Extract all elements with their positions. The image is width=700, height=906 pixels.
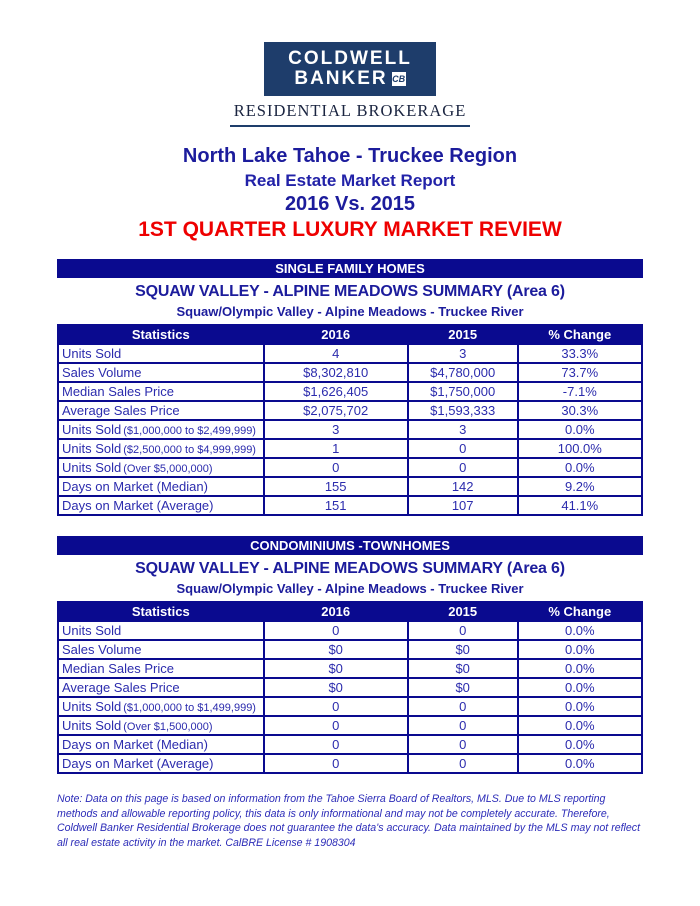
value-2015: $4,780,000 xyxy=(408,363,518,382)
row-label xyxy=(58,382,264,401)
row-label xyxy=(58,754,264,773)
value-pct-change: 9.2% xyxy=(518,477,642,496)
value-2015: 0 xyxy=(408,621,518,640)
stat-name: Units Sold xyxy=(62,699,122,714)
table-row xyxy=(58,420,642,439)
section-banner: CONDOMINIUMS -TOWNHOMES xyxy=(57,536,643,555)
value-2015: $1,593,333 xyxy=(408,401,518,420)
row-label xyxy=(58,678,264,697)
table-row xyxy=(58,401,642,420)
stat-name: Days on Market (Average) xyxy=(62,756,214,771)
value-2016: 0 xyxy=(264,697,408,716)
value-pct-change: 0.0% xyxy=(518,640,642,659)
value-pct-change: 0.0% xyxy=(518,697,642,716)
value-2016: $0 xyxy=(264,659,408,678)
row-label xyxy=(58,659,264,678)
table-row xyxy=(58,382,642,401)
single-family-stats-table xyxy=(57,324,643,516)
stat-name: Median Sales Price xyxy=(62,384,174,399)
value-2015: 3 xyxy=(408,344,518,363)
summary-subtitle: Squaw/Olympic Valley - Alpine Meadows - Truckee River xyxy=(176,581,524,596)
stat-name: Units Sold xyxy=(62,460,122,475)
stat-name: Units Sold xyxy=(62,422,122,437)
value-pct-change: 33.3% xyxy=(518,344,642,363)
value-2016: 1 xyxy=(264,439,408,458)
stat-name: Days on Market (Median) xyxy=(62,737,208,752)
value-2015: 0 xyxy=(408,439,518,458)
value-2016: $8,302,810 xyxy=(264,363,408,382)
stat-name: Days on Market (Average) xyxy=(62,498,214,513)
value-2015: 0 xyxy=(408,458,518,477)
table-row xyxy=(58,344,642,363)
value-pct-change: 30.3% xyxy=(518,401,642,420)
table-row xyxy=(58,363,642,382)
title-region: North Lake Tahoe - Truckee Region xyxy=(182,145,518,167)
value-2016: $0 xyxy=(264,678,408,697)
brand-header xyxy=(0,0,700,127)
value-2016: 0 xyxy=(264,735,408,754)
value-2015: 142 xyxy=(408,477,518,496)
stat-detail: (Over $5,000,000) xyxy=(123,463,213,475)
value-pct-change: 0.0% xyxy=(518,420,642,439)
summary-subtitle: Squaw/Olympic Valley - Alpine Meadows - Truckee River xyxy=(176,304,524,319)
value-2015: $0 xyxy=(408,659,518,678)
row-label xyxy=(58,420,264,439)
value-2015: 0 xyxy=(408,735,518,754)
stat-name: Sales Volume xyxy=(62,642,142,657)
report-titles xyxy=(0,144,700,243)
value-pct-change: 73.7% xyxy=(518,363,642,382)
value-pct-change: 0.0% xyxy=(518,735,642,754)
col-header-2015: 2015 xyxy=(408,325,518,344)
col-header-2015: 2015 xyxy=(408,602,518,621)
value-pct-change: 0.0% xyxy=(518,678,642,697)
value-2016: 0 xyxy=(264,621,408,640)
title-quarter-review: 1ST QUARTER LUXURY MARKET REVIEW xyxy=(138,218,562,241)
col-header-statistics: Statistics xyxy=(58,325,264,344)
table-row xyxy=(58,621,642,640)
section-condominiums-townhomes xyxy=(57,536,643,774)
row-label xyxy=(58,344,264,363)
condo-townhome-stats-table xyxy=(57,601,643,774)
title-year-comparison: 2016 Vs. 2015 xyxy=(284,193,416,215)
row-label xyxy=(58,496,264,515)
summary-title: SQUAW VALLEY - ALPINE MEADOWS SUMMARY (Area 6) xyxy=(135,283,565,300)
stat-name: Average Sales Price xyxy=(62,680,180,695)
value-pct-change: 0.0% xyxy=(518,458,642,477)
table-row xyxy=(58,439,642,458)
row-label xyxy=(58,640,264,659)
row-label xyxy=(58,735,264,754)
table-row xyxy=(58,496,642,515)
stat-name: Units Sold xyxy=(62,623,122,638)
value-pct-change: 0.0% xyxy=(518,659,642,678)
disclaimer-note: Note: Data on this page is based on information from the Tahoe Sierra Board of Realtors, MLS. Due to MLS reporting methods and allowable reporting policy, this data is only informational and may not be completely accurate. Therefore, Coldwell Banker Residential Brokerage does not guarantee the data's accuracy. Data maintained by the MLS may not reflect all real estate activity in the market. CalBRE License # 1908304 xyxy=(57,793,641,849)
col-header-2016: 2016 xyxy=(264,325,408,344)
table-row xyxy=(58,458,642,477)
stat-name: Average Sales Price xyxy=(62,403,180,418)
col-header-statistics: Statistics xyxy=(58,602,264,621)
value-pct-change: 0.0% xyxy=(518,716,642,735)
table-header-row xyxy=(58,602,642,621)
stat-detail: ($2,500,000 to $4,999,999) xyxy=(123,444,256,456)
value-2015: $0 xyxy=(408,678,518,697)
value-2015: 107 xyxy=(408,496,518,515)
stat-name: Median Sales Price xyxy=(62,661,174,676)
table-row xyxy=(58,659,642,678)
col-header-pct-change: % Change xyxy=(518,602,642,621)
row-label xyxy=(58,439,264,458)
value-2016: 0 xyxy=(264,458,408,477)
table-row xyxy=(58,477,642,496)
row-label xyxy=(58,363,264,382)
logo-word-coldwell: COLDWELL xyxy=(288,48,412,69)
summary-title: SQUAW VALLEY - ALPINE MEADOWS SUMMARY (Area 6) xyxy=(135,560,565,577)
value-2016: 3 xyxy=(264,420,408,439)
value-2015: $0 xyxy=(408,640,518,659)
table-row xyxy=(58,640,642,659)
row-label xyxy=(58,458,264,477)
stat-name: Days on Market (Median) xyxy=(62,479,208,494)
table-row xyxy=(58,716,642,735)
value-2016: 151 xyxy=(264,496,408,515)
stat-name: Units Sold xyxy=(62,346,122,361)
row-label xyxy=(58,697,264,716)
logo-word-banker xyxy=(294,69,405,89)
brand-subtitle: RESIDENTIAL BROKERAGE xyxy=(230,101,471,127)
stat-name: Units Sold xyxy=(62,718,122,733)
col-header-pct-change: % Change xyxy=(518,325,642,344)
row-label xyxy=(58,477,264,496)
table-row xyxy=(58,678,642,697)
value-pct-change: 0.0% xyxy=(518,754,642,773)
row-label xyxy=(58,401,264,420)
value-2016: $2,075,702 xyxy=(264,401,408,420)
value-2016: 0 xyxy=(264,716,408,735)
row-label xyxy=(58,621,264,640)
value-2016: 4 xyxy=(264,344,408,363)
value-2016: $1,626,405 xyxy=(264,382,408,401)
table-header-row xyxy=(58,325,642,344)
col-header-2016: 2016 xyxy=(264,602,408,621)
stat-detail: (Over $1,500,000) xyxy=(123,721,213,733)
value-2016: $0 xyxy=(264,640,408,659)
value-2015: 0 xyxy=(408,754,518,773)
value-2015: 0 xyxy=(408,716,518,735)
section-single-family-homes xyxy=(57,259,643,516)
table-row xyxy=(58,697,642,716)
row-label xyxy=(58,716,264,735)
title-report-type: Real Estate Market Report xyxy=(244,171,456,190)
value-pct-change: 41.1% xyxy=(518,496,642,515)
value-pct-change: -7.1% xyxy=(518,382,642,401)
stat-name: Sales Volume xyxy=(62,365,142,380)
stat-name: Units Sold xyxy=(62,441,122,456)
section-banner: SINGLE FAMILY HOMES xyxy=(57,259,643,278)
stat-detail: ($1,000,000 to $1,499,999) xyxy=(123,702,256,714)
value-2016: 0 xyxy=(264,754,408,773)
value-2015: $1,750,000 xyxy=(408,382,518,401)
coldwell-banker-logo xyxy=(264,42,436,96)
value-pct-change: 0.0% xyxy=(518,621,642,640)
table-row xyxy=(58,735,642,754)
value-2015: 0 xyxy=(408,697,518,716)
value-2015: 3 xyxy=(408,420,518,439)
value-pct-change: 100.0% xyxy=(518,439,642,458)
value-2016: 155 xyxy=(264,477,408,496)
cb-monogram-icon: CB xyxy=(392,74,406,84)
logo-word-banker-text: BANKER xyxy=(294,68,388,89)
stat-detail: ($1,000,000 to $2,499,999) xyxy=(123,425,256,437)
table-row xyxy=(58,754,642,773)
